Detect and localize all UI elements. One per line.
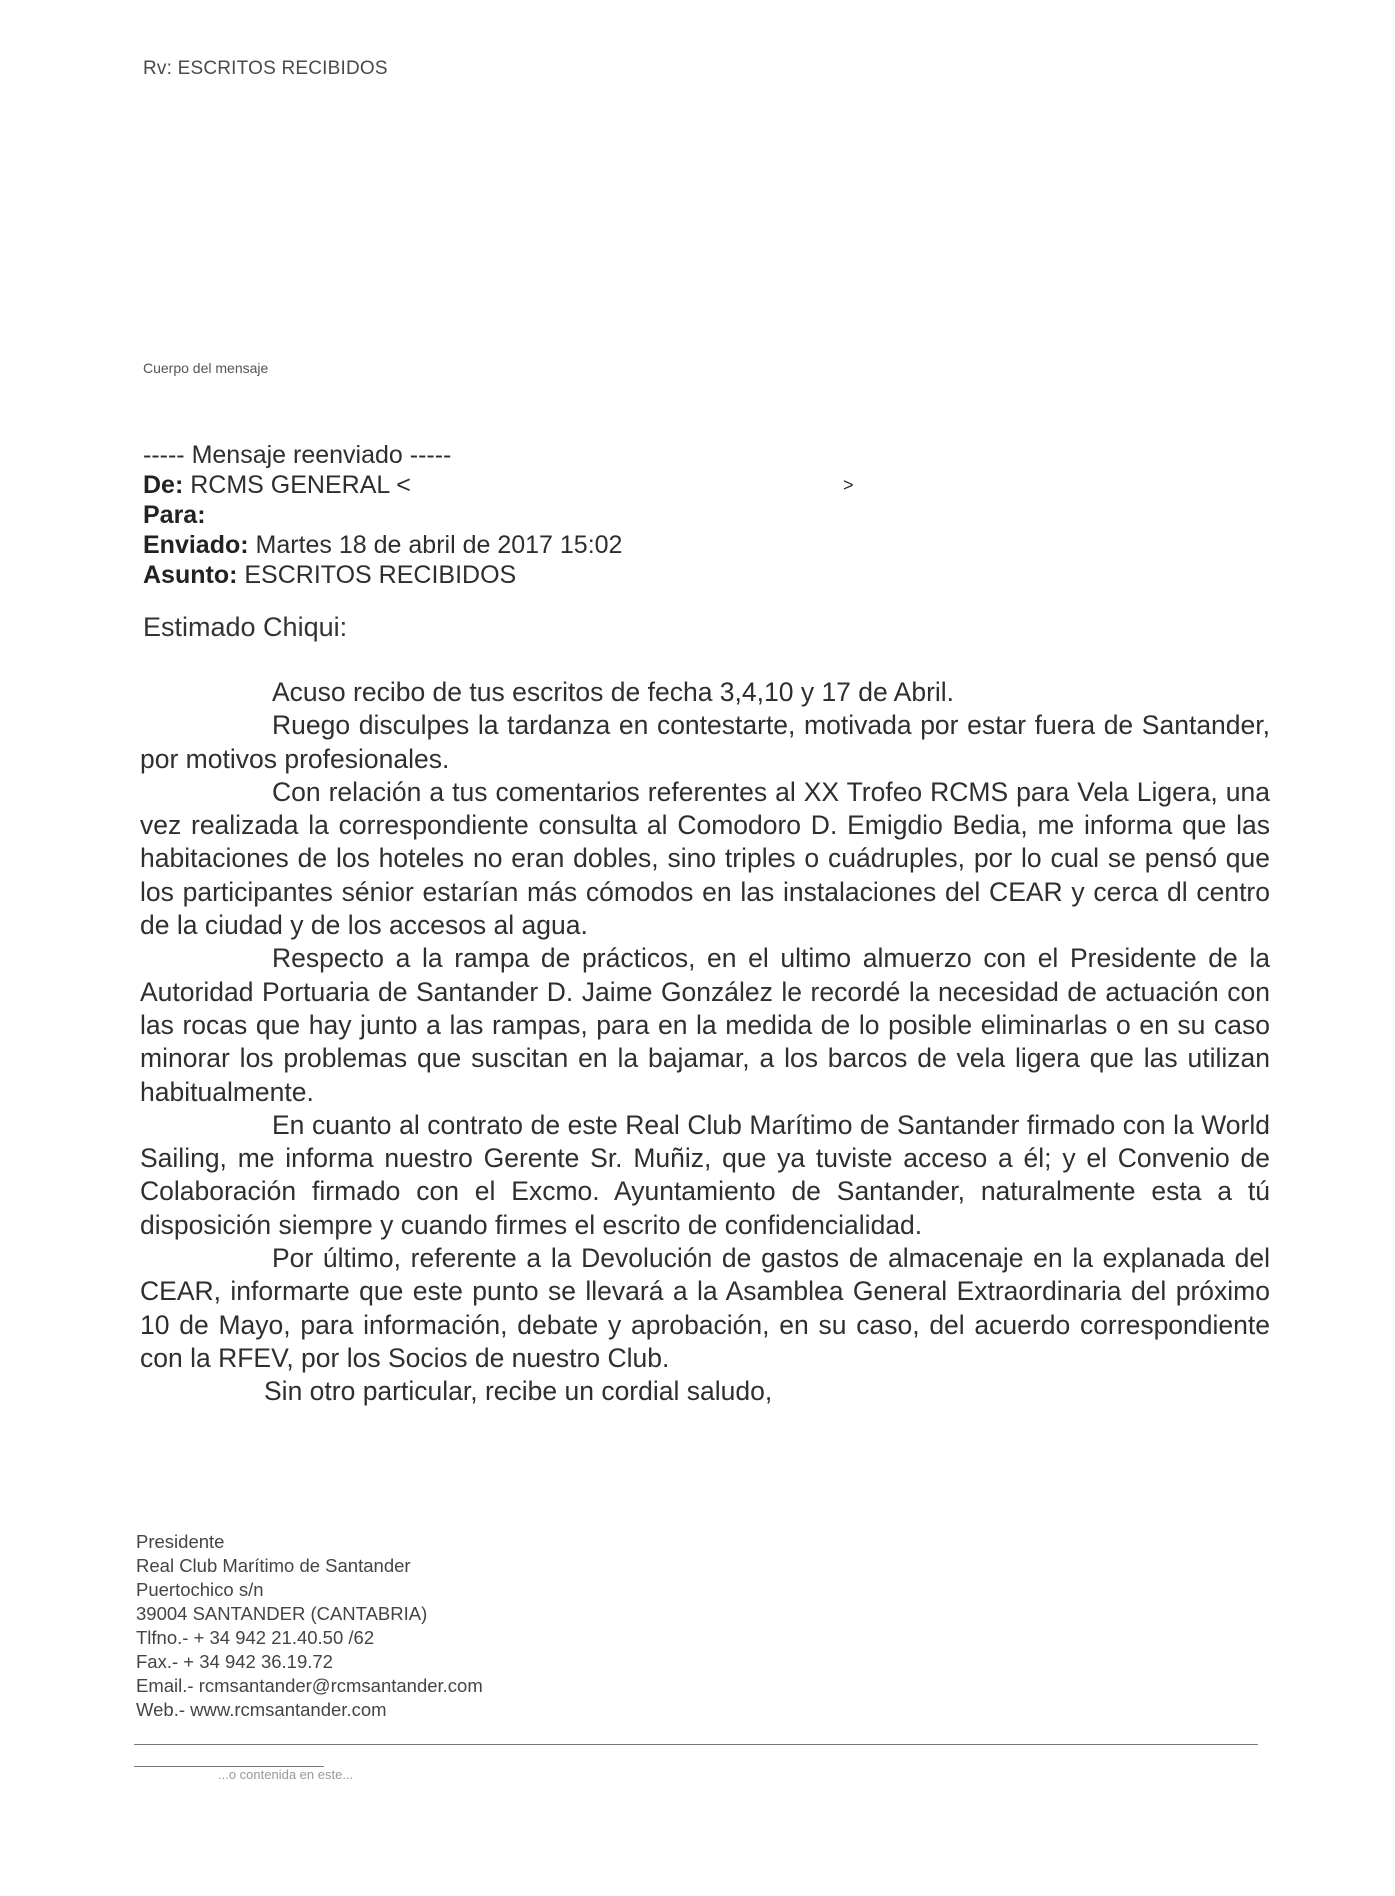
sent-line	[143, 530, 622, 560]
from-label: De:	[143, 471, 184, 499]
signature-phone: Tlfno.- + 34 942 21.40.50 /62	[136, 1627, 375, 1648]
from-line	[143, 470, 854, 500]
body-section-label: Cuerpo del mensaje	[143, 360, 269, 376]
from-value: RCMS GENERAL <	[190, 471, 411, 499]
signature-web: Web.- www.rcmsantander.com	[136, 1699, 387, 1720]
paragraph-contract: En cuanto al contrato de este Real Club Marítimo de Santander firmado con la World Sailing, me informa nuestro Gerente Sr. Muñiz, que ya tuviste acceso a él; y el Convenio de Colaboración firmado con el Excmo. Ayuntamiento de Santander, naturalmente esta a tú disposición siempre y cuando firmes el escrito de confidencialidad.	[140, 1109, 1270, 1240]
forward-separator: ----- Mensaje reenviado -----	[143, 441, 452, 469]
to-label: Para:	[143, 501, 206, 529]
signature-fax: Fax.- + 34 942 36.19.72	[136, 1651, 333, 1672]
signature-block	[136, 1530, 483, 1722]
signature-org: Real Club Marítimo de Santander	[136, 1555, 411, 1576]
paragraph-apology: Ruego disculpes la tardanza en contestarte, motivada por estar fuera de Santander, por motivos profesionales.	[140, 710, 1270, 774]
greeting: Estimado Chiqui:	[143, 612, 348, 642]
to-line	[143, 500, 206, 530]
signature-role: Presidente	[136, 1531, 225, 1552]
subject-value: ESCRITOS RECIBIDOS	[244, 561, 517, 589]
signature-email: Email.- rcmsantander@rcmsantander.com	[136, 1675, 483, 1696]
paragraph-trophy: Con relación a tus comentarios referentes al XX Trofeo RCMS para Vela Ligera, una vez realizada la correspondiente consulta al Comodoro D. Emigdio Bedia, me informa que las habitaciones de los hoteles no eran dobles, sino triples o cuádruples, por lo cual se pensó que los participantes sénior estarían más cómodos en las instalaciones del CEAR y cerca dl centro de la ciudad y de los accesos al agua.	[140, 776, 1270, 941]
letter-body	[140, 676, 1270, 1409]
footer-divider	[134, 1744, 1258, 1745]
paragraph-storage: Por último, referente a la Devolución de gastos de almacenaje en la explanada del CEAR, informarte que este punto se llevará a la Asamblea General Extraordinaria del próximo 10 de Mayo, para información, debate y aprobación, en su caso, del acuerdo correspondiente con la RFEV, por los Socios de nuestro Club.	[140, 1243, 1270, 1373]
sent-label: Enviado:	[143, 531, 249, 559]
paragraph-closing: Sin otro particular, recibe un cordial saludo,	[264, 1376, 773, 1407]
subject-line	[143, 560, 516, 590]
paragraph-ack: Acuso recibo de tus escritos de fecha 3,4,10 y 17 de Abril.	[272, 677, 955, 707]
signature-street: Puertochico s/n	[136, 1579, 264, 1600]
paragraph-ramp: Respecto a la rampa de prácticos, en el ultimo almuerzo con el Presidente de la Autoridad Portuaria de Santander D. Jaime González le recordé la necesidad de actuación con las rocas que hay junto a las rampas, para en la medida de lo posible eliminarlas o en su caso minorar los problemas que suscitan en la bajamar, a los barcos de vela ligera que las utilizan habitualmente.	[140, 943, 1270, 1107]
signature-city: 39004 SANTANDER (CANTABRIA)	[136, 1603, 428, 1624]
sent-value: Martes 18 de abril de 2017 15:02	[255, 531, 623, 559]
message-title: Rv: ESCRITOS RECIBIDOS	[143, 58, 388, 79]
footer-faded-text: ...o contenida en este...	[218, 1767, 354, 1782]
subject-label: Asunto:	[143, 561, 238, 589]
from-close: >	[843, 475, 854, 495]
